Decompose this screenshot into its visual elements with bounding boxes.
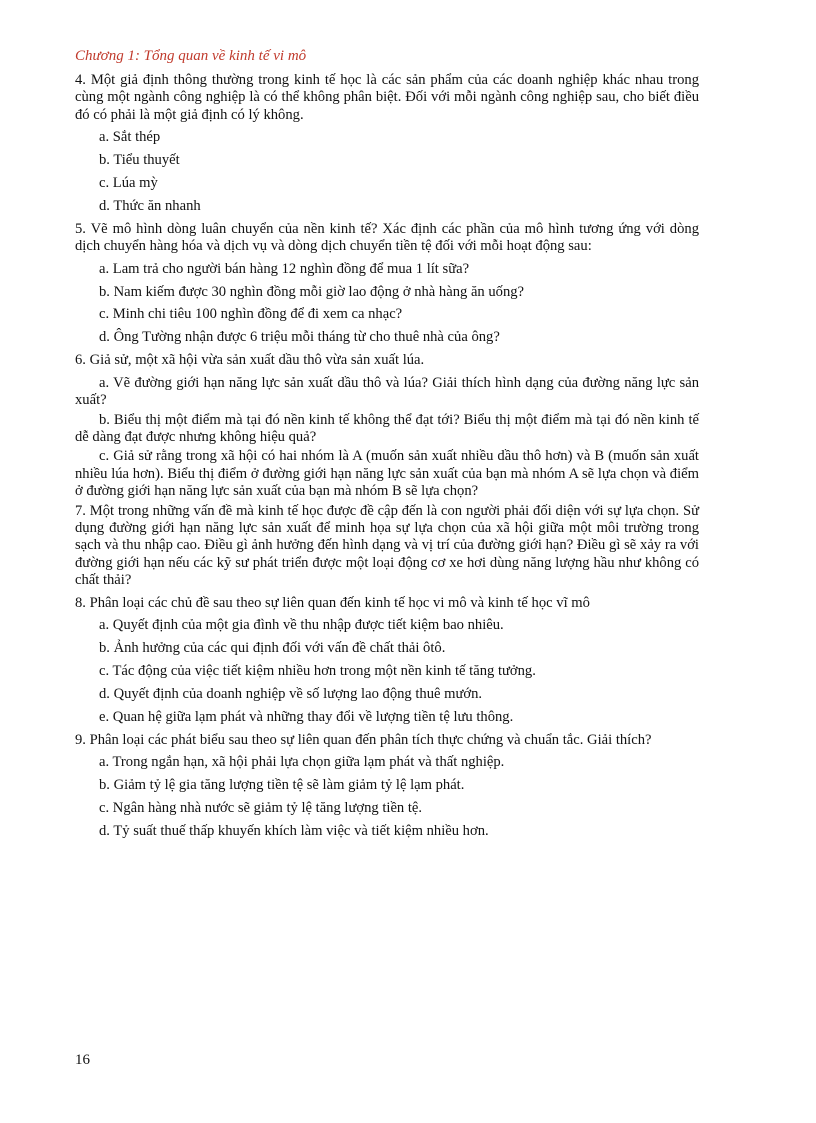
question-4 (75, 72, 699, 215)
question-4-option-b: b. Tiểu thuyết (99, 152, 180, 169)
question-4-option-a: a. Sắt thép (99, 129, 161, 146)
question-8 (75, 595, 699, 726)
question-5-option-d: d. Ông Tường nhận được 6 triệu mỗi tháng từ cho thuê nhà của ông? (99, 329, 500, 346)
question-8-text: 8. Phân loại các chủ đề sau theo sự liên quan đến kinh tế học vi mô và kinh tế học vĩ mô (75, 594, 590, 611)
question-6-option-a: a. Vẽ đường giới hạn năng lực sản xuất dầu thô và lúa? Giải thích hình dạng của đường năng lực sản xuất? (75, 374, 699, 409)
question-7 (75, 503, 699, 590)
question-9-option-c: c. Ngân hàng nhà nước sẽ giảm tỷ lệ tăng lượng tiền tệ. (99, 799, 423, 816)
question-5-option-a: a. Lam trả cho người bán hàng 12 nghìn đồng để mua 1 lít sữa? (99, 260, 470, 277)
page-number: 16 (75, 1052, 90, 1068)
question-6-option-c: c. Giả sử rằng trong xã hội có hai nhóm là A (muốn sản xuất nhiều dầu thô hơn) và B (muốn sản xuất nhiều lúa hơn). Biểu thị điểm ở đường giới hạn năng lực sản xuất của bạn mà nhóm A sẽ lựa chọn và điểm ở đường giới hạn năng lực sản xuất của bạn mà nhóm B sẽ lựa chọn? (75, 448, 699, 500)
page-content (75, 72, 699, 846)
question-6-option-b: b. Biểu thị một điểm mà tại đó nền kinh tế không thể đạt tới? Biểu thị một điểm mà tại đó nền kinh tế dễ dàng đạt được nhưng không hiệu quả? (75, 411, 699, 445)
question-7-text: 7. Một trong những vấn đề mà kinh tế học được đề cập đến là con người phải đối diện với sự lựa chọn. Sử dụng đường giới hạn năng lực sản xuất để minh họa sự lựa chọn của xã hội giữa một môi trường trong sạch và thu nhập cao. Điều gì ảnh hưởng đến hình dạng và vị trí của đường giới hạn? Điều gì sẽ xảy ra với đường giới hạn nếu các kỹ sư phát triển được một loại động cơ xe hơi dùng năng lượng hầu như không có chất thải? (75, 502, 699, 589)
question-8-option-b: b. Ảnh hưởng của các qui định đối với vấn đề chất thải ôtô. (99, 639, 446, 656)
question-5-option-c: c. Minh chi tiêu 100 nghìn đồng để đi xem ca nhạc? (99, 306, 403, 323)
question-6-text: 6. Giả sử, một xã hội vừa sản xuất dầu thô vừa sản xuất lúa. (75, 352, 425, 369)
question-4-option-c: c. Lúa mỳ (99, 175, 158, 192)
question-9-text: 9. Phân loại các phát biểu sau theo sự liên quan đến phân tích thực chứng và chuẩn tắc. Giải thích? (75, 731, 652, 748)
question-8-option-d: d. Quyết định của doanh nghiệp về số lượng lao động thuê mướn. (99, 685, 483, 702)
question-8-option-c: c. Tác động của việc tiết kiệm nhiều hơn trong một nền kinh tế tăng tưởng. (99, 662, 536, 679)
question-9-option-d: d. Tỷ suất thuế thấp khuyến khích làm việc và tiết kiệm nhiều hơn. (99, 822, 489, 839)
question-4-text: 4. Một giả định thông thường trong kinh tế học là các sản phẩm của các doanh nghiệp khác nhau trong cùng một ngành công nghiệp là có thể không phân biệt. Đối với mỗi ngành công nghiệp sau, cho biết điều đó có phải là một giả định có lý không. (75, 72, 699, 123)
question-5-text: 5. Vẽ mô hình dòng luân chuyển của nền kinh tế? Xác định các phần của mô hình tương ứng với dòng dịch chuyển hàng hóa và dịch vụ và dòng dịch chuyển tiền tệ đối với mỗi hoạt động sau: (75, 220, 699, 255)
question-8-option-e: e. Quan hệ giữa lạm phát và những thay đổi về lượng tiền tệ lưu thông. (99, 708, 514, 725)
question-5-option-b: b. Nam kiếm được 30 nghìn đồng mỗi giờ lao động ở nhà hàng ăn uống? (99, 283, 525, 300)
question-4-option-d: d. Thức ăn nhanh (99, 197, 201, 214)
chapter-header: Chương 1: Tổng quan về kinh tế vi mô (75, 48, 307, 64)
question-9-option-a: a. Trong ngắn hạn, xã hội phải lựa chọn giữa lạm phát và thất nghiệp. (99, 753, 505, 770)
question-5 (75, 221, 699, 347)
question-9 (75, 732, 699, 841)
question-8-option-a: a. Quyết định của một gia đình về thu nhập được tiết kiệm bao nhiêu. (99, 616, 504, 633)
question-6 (75, 352, 699, 500)
question-9-option-b: b. Giảm tỷ lệ gia tăng lượng tiền tệ sẽ làm giảm tỷ lệ lạm phát. (99, 776, 465, 793)
